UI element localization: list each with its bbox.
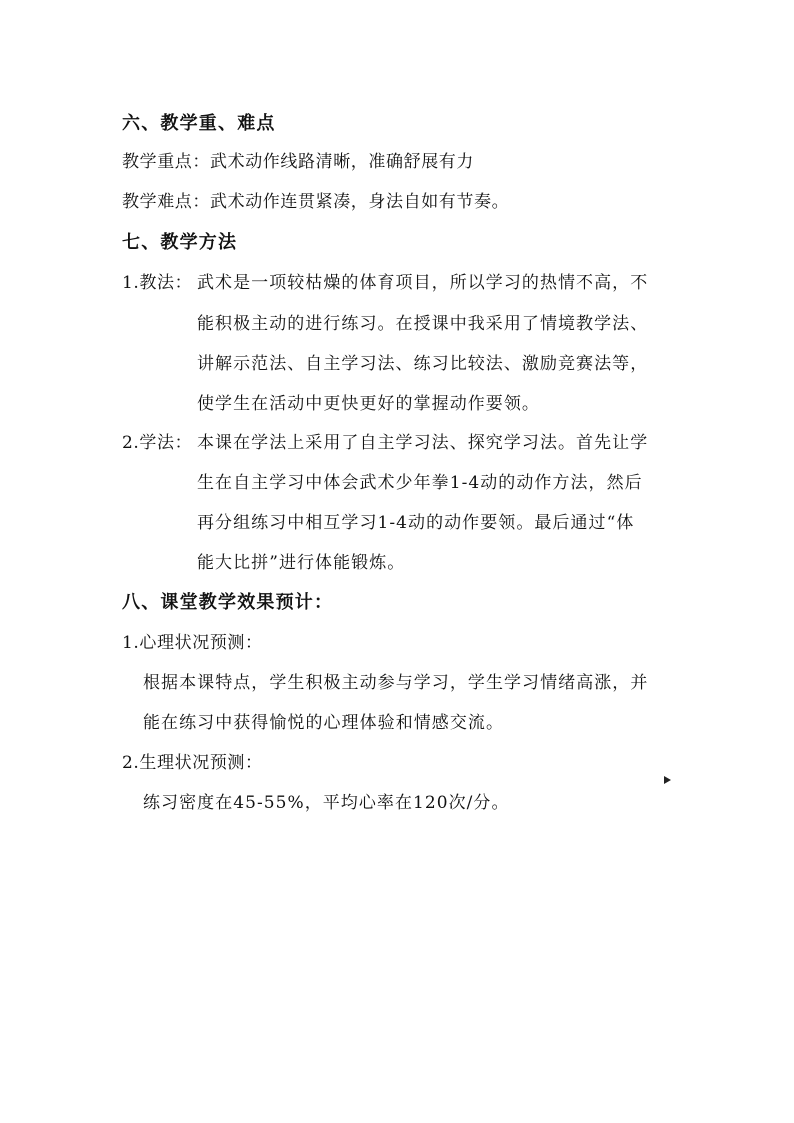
- learning-method-line-2: 生在自主学习中体会武术少年拳1-4动的动作方法，然后: [197, 473, 643, 493]
- triangle-right-icon: [664, 776, 671, 784]
- section6-heading: 六、教学重、难点: [122, 113, 276, 134]
- learning-method-line-3: 再分组练习中相互学习1-4动的动作要领。最后通过“体: [197, 513, 635, 533]
- learning-method-line-4: 能大比拼”进行体能锻炼。: [197, 553, 406, 573]
- psychological-label: 1.心理状况预测：: [122, 633, 263, 653]
- teaching-method-line-1: 武术是一项较枯燥的体育项目，所以学习的热情不高，不: [197, 273, 649, 293]
- psychological-line-2: 能在练习中获得愉悦的心理体验和情感交流。: [143, 713, 504, 733]
- learning-method-line-1: 本课在学法上采用了自主学习法、探究学习法。首先让学: [197, 433, 649, 453]
- learning-method-label: 2.学法：: [122, 433, 193, 453]
- physiological-label: 2.生理状况预测：: [122, 753, 263, 773]
- teaching-method-line-3: 讲解示范法、自主学习法、练习比较法、激励竞赛法等，: [197, 354, 649, 374]
- section7-heading: 七、教学方法: [122, 232, 238, 253]
- teaching-method-line-2: 能积极主动的进行练习。在授课中我采用了情境教学法、: [197, 314, 649, 334]
- teaching-method-label: 1.教法：: [122, 273, 193, 293]
- psychological-line-1: 根据本课特点，学生积极主动参与学习，学生学习情绪高涨，并: [143, 673, 649, 693]
- key-point-text: 教学重点：武术动作线路清晰，准确舒展有力: [122, 152, 474, 172]
- section8-heading: 八、课堂教学效果预计：: [122, 592, 334, 613]
- physiological-text: 练习密度在45-55%，平均心率在120次/分。: [143, 793, 510, 813]
- difficult-point-text: 教学难点：武术动作连贯紧凑，身法自如有节奏。: [122, 192, 510, 212]
- teaching-method-line-4: 使学生在活动中更快更好的掌握动作要领。: [197, 394, 540, 414]
